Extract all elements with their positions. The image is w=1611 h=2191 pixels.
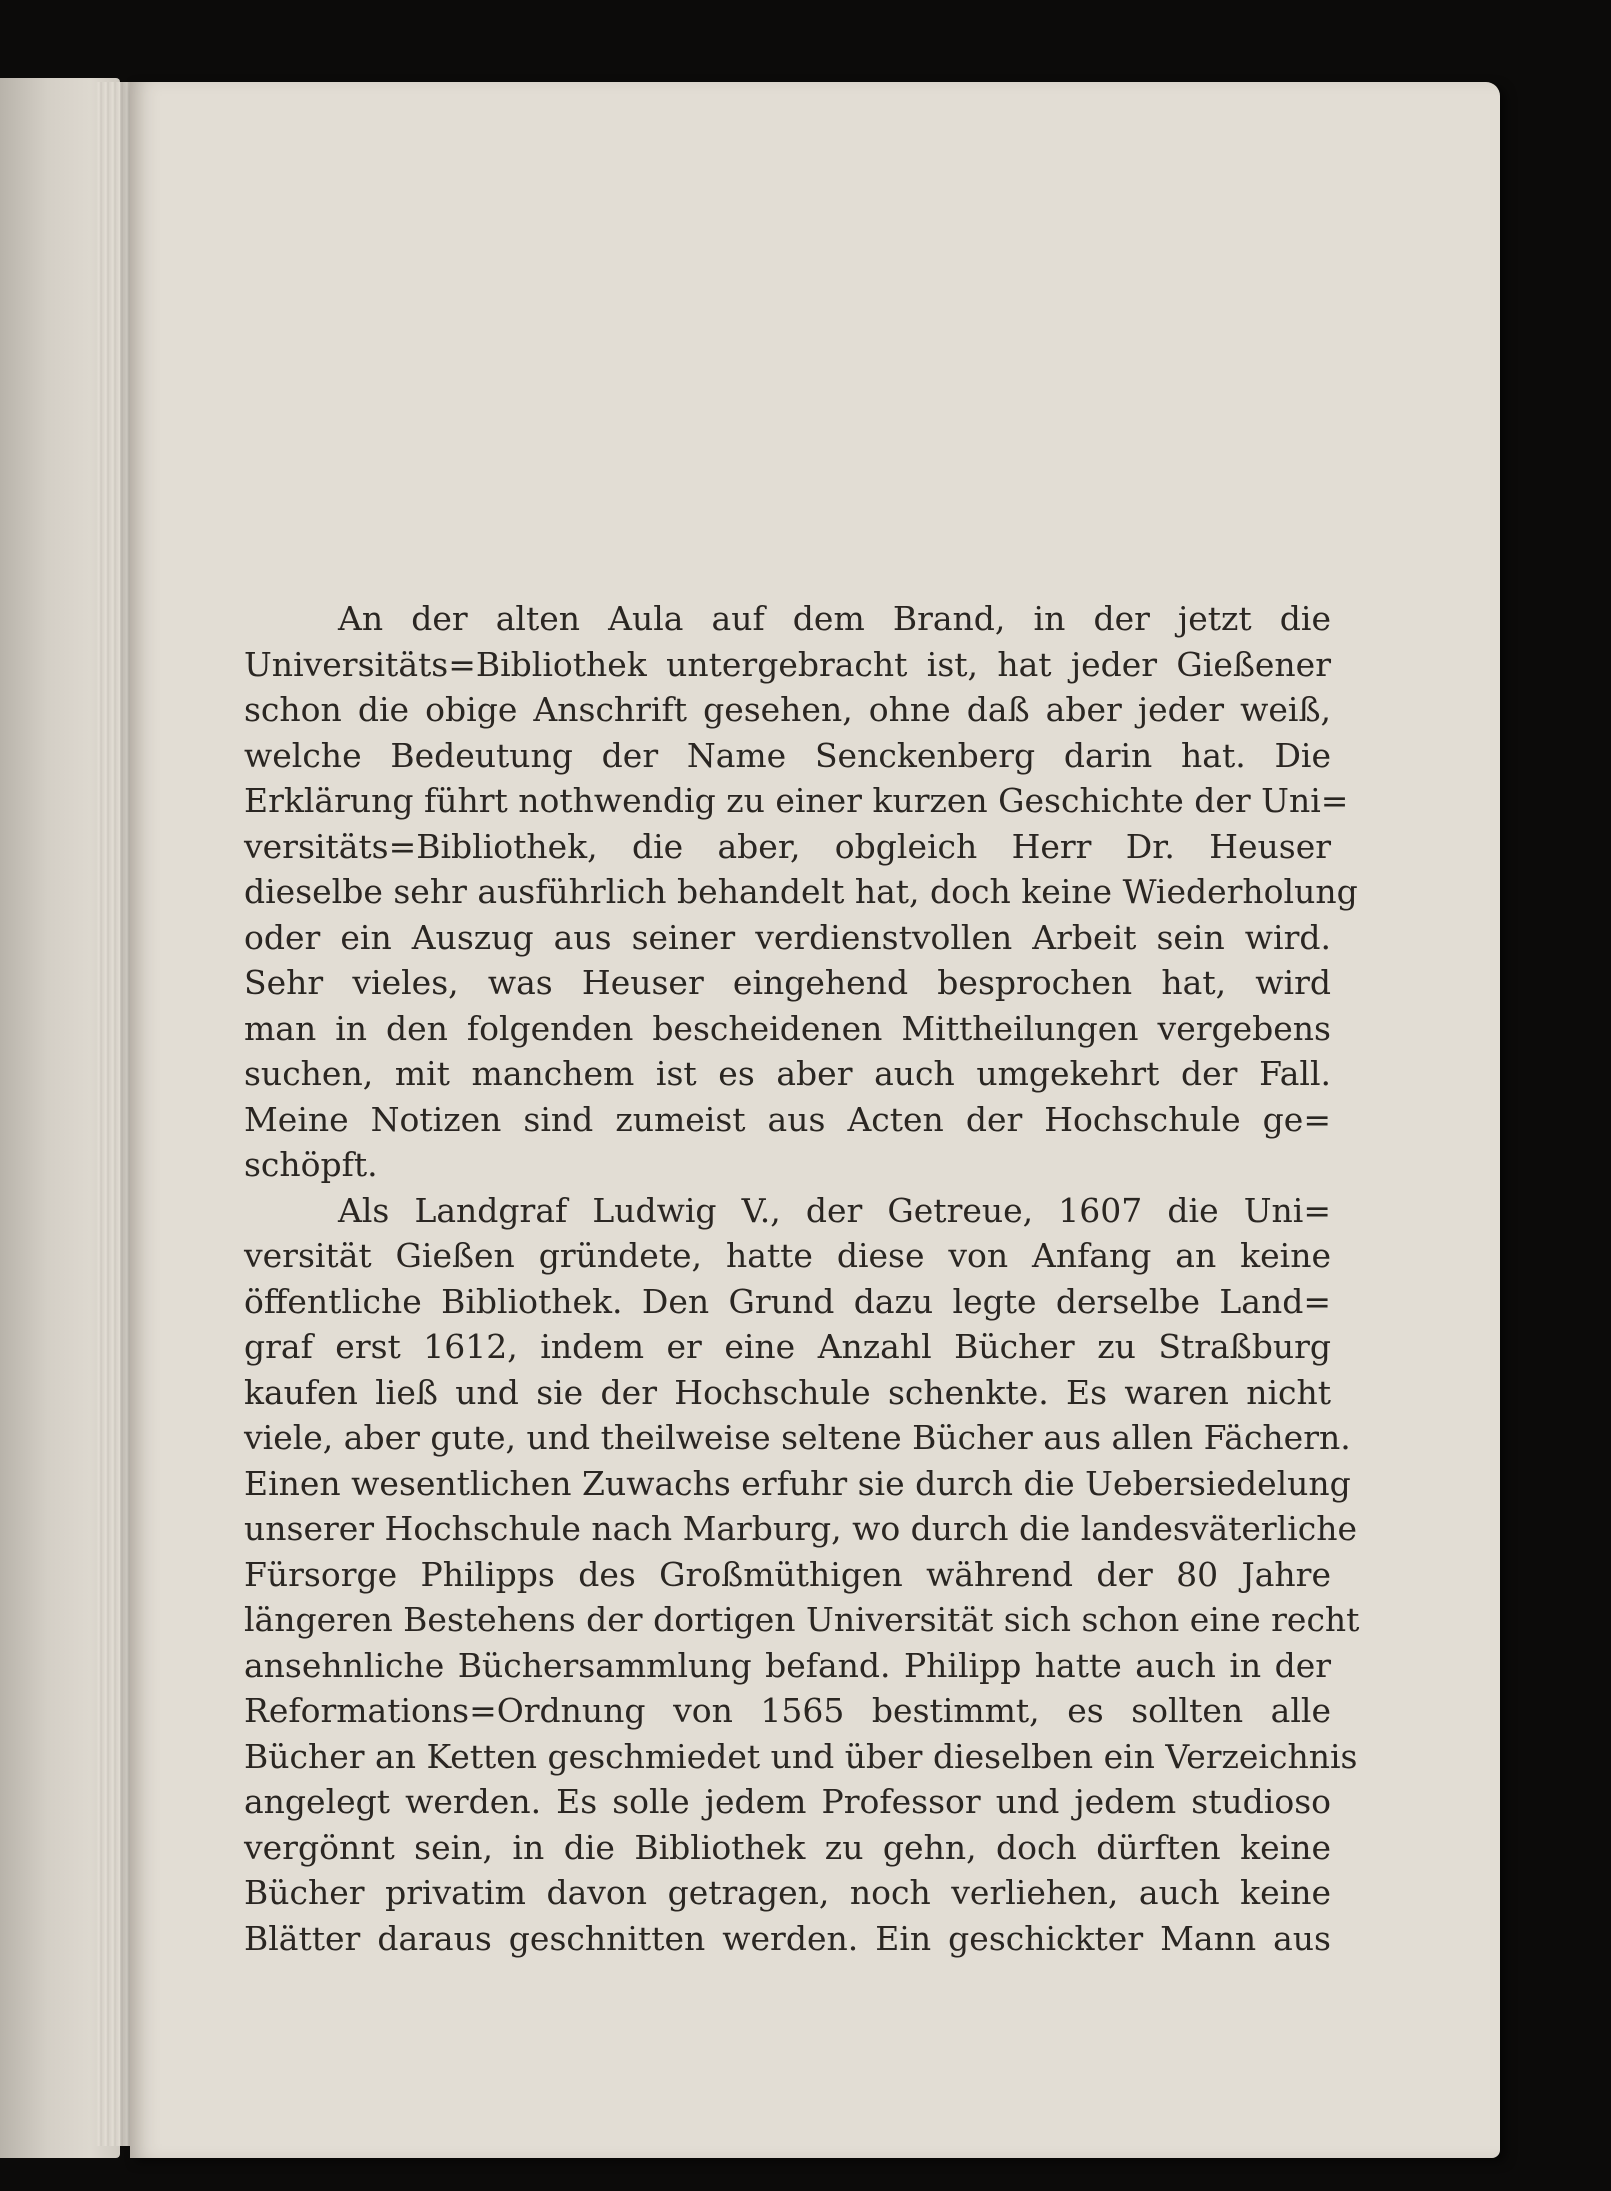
text-line: An der alten Aula auf dem Brand, in der jetzt die xyxy=(338,599,1331,638)
text-line: man in den folgenden bescheidenen Mittheilungen vergebens xyxy=(244,1008,1331,1048)
text-line: Erklärung führt nothwendig zu einer kurzen Geschichte der Uni= xyxy=(244,781,1349,820)
text-line: oder ein Auszug aus seiner verdienstvollen Arbeit sein wird. xyxy=(244,917,1331,957)
text-line: versitäts=Bibliothek, die aber, obgleich Herr Dr. Heuser xyxy=(244,826,1331,866)
text-line: Fürsorge Philipps des Großmüthigen während der 80 Jahre xyxy=(244,1554,1331,1594)
text-line: schon die obige Anschrift gesehen, ohne daß aber jeder weiß, xyxy=(244,690,1331,729)
text-line: Meine Notizen sind zumeist aus Acten der Hochschule ge= xyxy=(244,1099,1331,1139)
text-line: viele, aber gute, und theilweise seltene Bücher aus allen Fächern. xyxy=(244,1418,1351,1457)
text-line: kaufen ließ und sie der Hochschule schenkte. Es waren nicht xyxy=(244,1372,1331,1412)
text-line: Universitäts=Bibliothek untergebracht ist, hat jeder Gießener xyxy=(244,644,1331,684)
text-line: vergönnt sein, in die Bibliothek zu gehn, doch dürften keine xyxy=(244,1827,1331,1867)
text-line: dieselbe sehr ausführlich behandelt hat, doch keine Wiederholung xyxy=(244,872,1358,911)
body-text xyxy=(244,596,1360,1961)
text-line: Bücher an Ketten geschmiedet und über dieselben ein Verzeichnis xyxy=(244,1736,1358,1776)
text-line: unserer Hochschule nach Marburg, wo durch die landesväterliche xyxy=(244,1509,1358,1548)
text-line: graf erst 1612, indem er eine Anzahl Bücher zu Straßburg xyxy=(244,1327,1331,1366)
text-line: Sehr vieles, was Heuser eingehend besprochen hat, wird xyxy=(244,963,1331,1002)
text-line: Reformations=Ordnung von 1565 bestimmt, es sollten alle xyxy=(244,1691,1331,1730)
text-line: ansehnliche Büchersammlung befand. Philipp hatte auch in der xyxy=(244,1645,1331,1685)
text-line: angelegt werden. Es solle jedem Professor und jedem studioso xyxy=(244,1782,1331,1821)
text-line: schöpft. xyxy=(244,1145,378,1184)
text-line: Als Landgraf Ludwig V., der Getreue, 1607 die Uni= xyxy=(338,1190,1331,1230)
text-line: Einen wesentlichen Zuwachs erfuhr sie durch die Uebersiedelung xyxy=(244,1463,1351,1503)
text-line: Blätter daraus geschnitten werden. Ein geschickter Mann aus xyxy=(244,1918,1331,1958)
text-line: welche Bedeutung der Name Senckenberg darin hat. Die xyxy=(244,735,1331,775)
text-line: Bücher privatim davon getragen, noch verliehen, auch keine xyxy=(244,1873,1331,1912)
text-line: öffentliche Bibliothek. Den Grund dazu legte derselbe Land= xyxy=(244,1281,1331,1321)
text-line: suchen, mit manchem ist es aber auch umgekehrt der Fall. xyxy=(244,1054,1331,1093)
text-line: versität Gießen gründete, hatte diese von Anfang an keine xyxy=(244,1236,1331,1275)
text-line: längeren Bestehens der dortigen Universität sich schon eine recht xyxy=(244,1600,1360,1639)
